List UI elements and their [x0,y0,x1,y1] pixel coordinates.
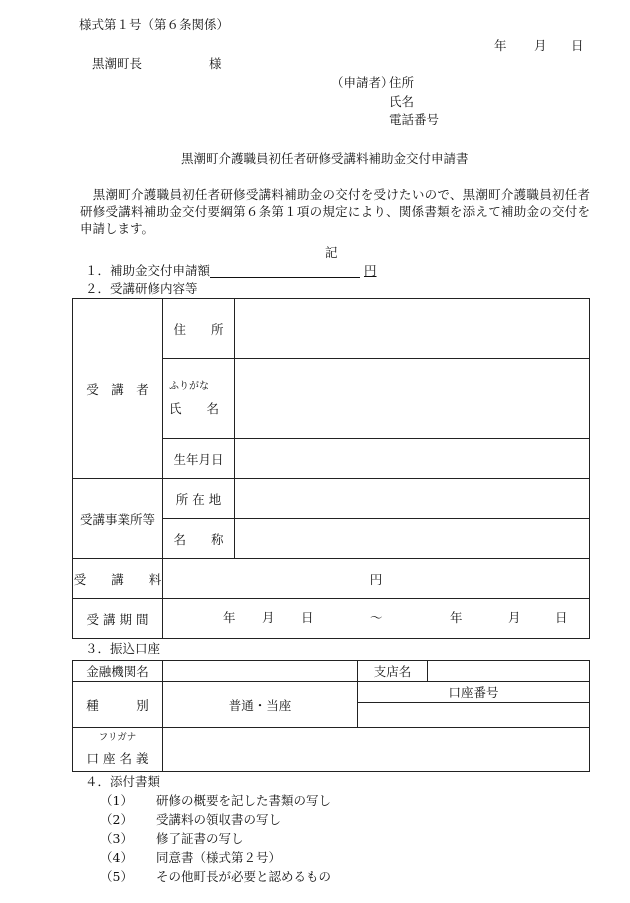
amount-blank[interactable] [210,265,360,278]
attachment-num-1: （1） [100,793,133,808]
period-tilde: ～ [370,610,383,625]
branch-name-field[interactable] [428,661,590,682]
fee-unit: 円 [369,571,383,587]
section4-label: ４．添付書類 [85,774,161,789]
body-paragraph: 黒潮町介護職員初任者研修受講料補助金の交付を受けたいので、黒潮町介護職員初任者研修受講料補助金交付要綱第６条第１項の規定により、関係書類を添えて補助金の交付を申請します。 [80,187,590,236]
trainee-address-label: 住 所 [173,321,224,337]
office-location-label: 所 在 地 [175,491,222,507]
form-number: 様式第１号（第６条関係） [79,17,230,32]
attachment-text-2: 受講料の領収書の写し [156,812,282,827]
attachment-num-2: （2） [100,812,133,827]
period-label-cell [73,599,163,639]
addressee: 黒潮町長 [92,56,143,71]
attachment-text-3: 修了証書の写し [156,831,244,846]
period-start-month: 月 [262,610,275,625]
bank-name-label: 金融機関名 [86,664,149,679]
location-label-cell [163,479,235,519]
account-holder-field[interactable] [163,728,590,772]
fee-label-cell [73,559,163,599]
birthdate-label-cell [163,439,235,479]
bank-table [72,660,590,772]
attachment-text-1: 研修の概要を記した書類の写し [156,793,332,808]
date-month-label: 月 [534,38,547,53]
applicant-address-label: 住所 [389,75,415,90]
name-label-cell [163,359,235,439]
account-type-value: 普通・当座 [228,697,292,713]
office-cell [73,479,163,559]
period-end-month: 月 [508,610,521,625]
trainee-name-field[interactable] [235,359,590,439]
trainee-label: 受 講 者 [86,381,149,397]
birthdate-label: 生年月日 [173,451,224,467]
training-table [72,298,590,639]
office-name-label: 名 称 [173,531,224,547]
holder-label-cell [73,728,163,772]
account-holder-label: 口 座 名 義 [86,750,149,766]
trainee-cell [73,299,163,479]
document-title: 黒潮町介護職員初任者研修受講料補助金交付申請書 [181,151,469,166]
office-name-label-cell [163,519,235,559]
account-number-field[interactable] [358,703,590,728]
period-label: 受 講 期 間 [86,611,149,627]
account-number-label: 口座番号 [448,685,499,700]
period-end-day: 日 [555,610,568,625]
attachment-num-3: （3） [100,831,133,846]
period-end-year: 年 [450,610,463,625]
account-type-field[interactable] [163,682,358,728]
trainee-address-field[interactable] [235,299,590,359]
account-number-label-cell [358,682,590,703]
date-year-label: 年 [494,38,507,53]
fee-field[interactable] [163,559,590,599]
office-label: 受講事業所等 [79,511,155,527]
branch-label-cell [358,661,428,682]
applicant-name-label: 氏名 [389,94,415,109]
amount-unit: 円 [364,263,377,278]
account-type-label: 種 別 [86,697,149,713]
period-field[interactable] [163,599,590,639]
section3-label: ３．振込口座 [85,641,161,656]
attachment-text-5: その他町長が必要と認めるもの [156,869,332,884]
section1-label: １．補助金交付申請額 [85,263,211,278]
furigana-label: ふりがな [169,380,209,392]
trainee-name-label: 氏 名 [169,400,220,416]
bank-name-label-cell [73,661,163,682]
fee-label: 受 講 料 [73,571,162,587]
birthdate-field[interactable] [235,439,590,479]
date-day-label: 日 [571,38,584,53]
section2-label: ２．受講研修内容等 [85,281,198,296]
office-name-field[interactable] [235,519,590,559]
attachment-text-4: 同意書（様式第２号） [156,850,282,865]
ki-label: 記 [325,245,338,260]
office-location-field[interactable] [235,479,590,519]
attachment-num-4: （4） [100,850,133,865]
applicant-phone-label: 電話番号 [389,112,440,127]
holder-furigana-label: フリガナ [98,732,137,744]
bank-name-field[interactable] [163,661,358,682]
branch-name-label: 支店名 [373,664,412,679]
account-type-label-cell [73,682,163,728]
honorific: 様 [209,56,222,71]
applicant-role: （申請者） [331,75,394,90]
period-start-year: 年 [223,610,236,625]
address-label-cell [163,299,235,359]
period-start-day: 日 [301,610,314,625]
attachment-num-5: （5） [100,869,133,884]
